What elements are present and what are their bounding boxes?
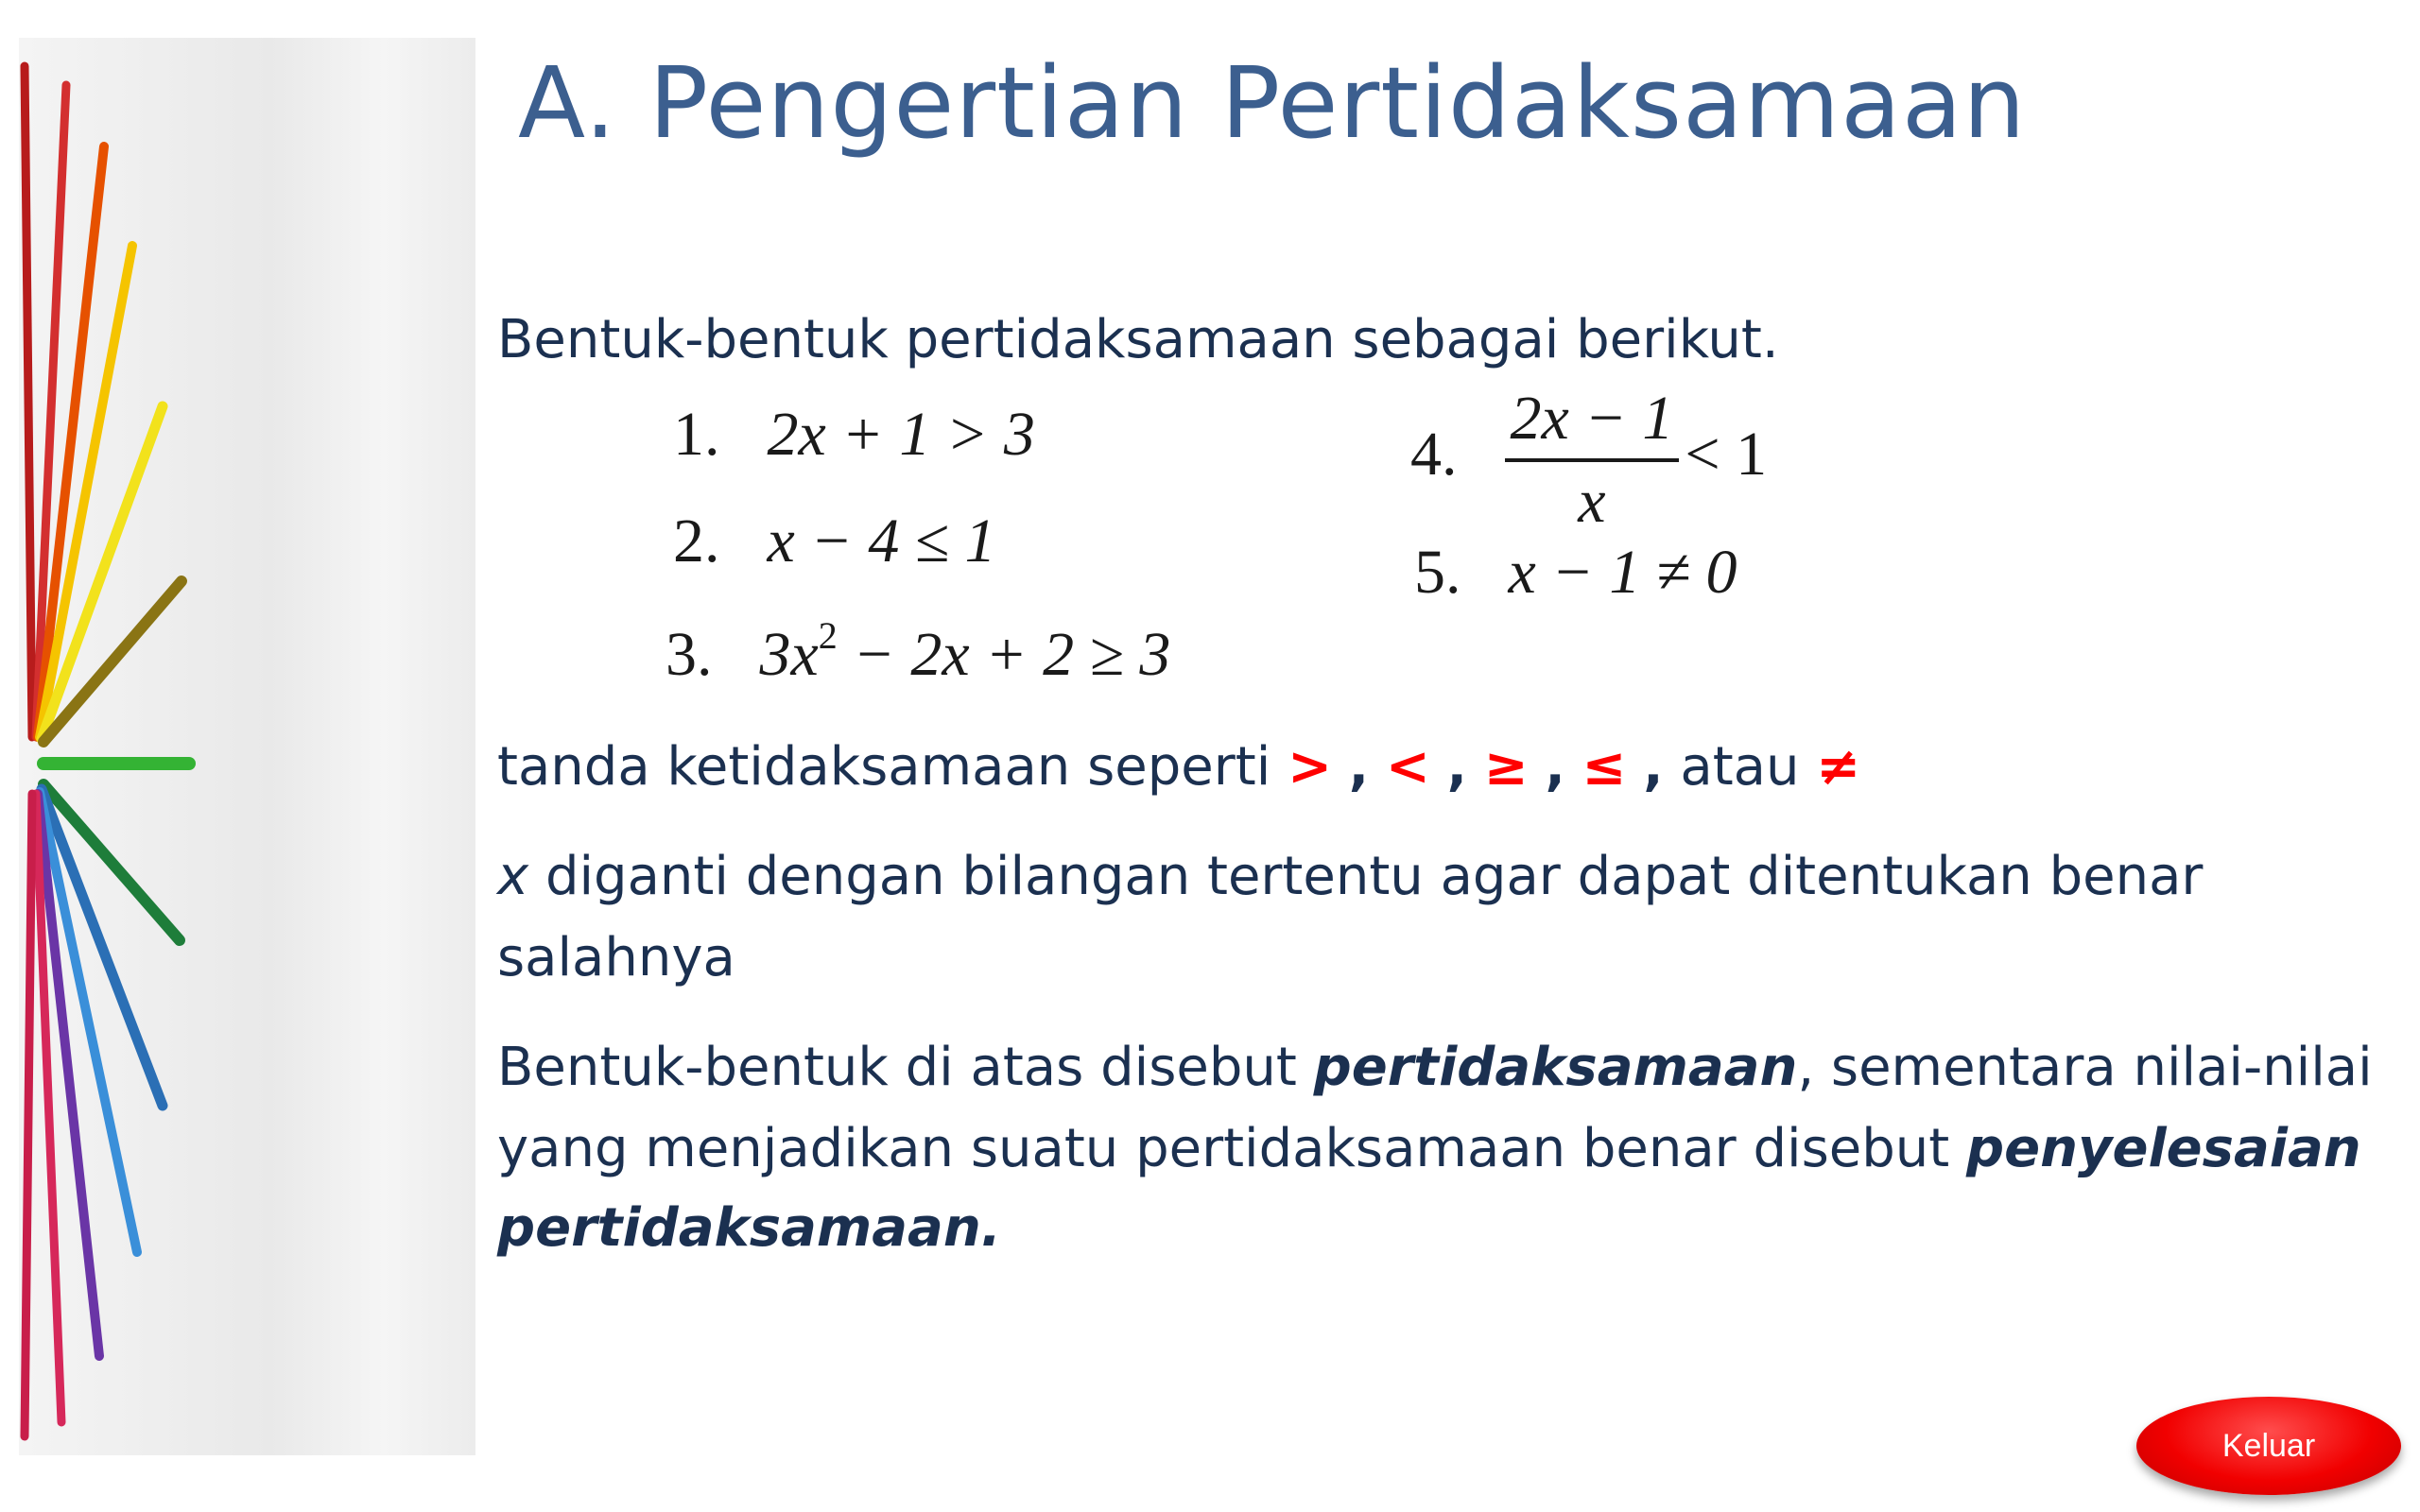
x-description <box>497 837 2203 917</box>
decorative-panel <box>19 38 475 1455</box>
signs-prefix: tanda ketidaksamaan seperti <box>497 736 1288 798</box>
pencil <box>42 789 163 1106</box>
expression-5 <box>1414 537 1737 609</box>
definition-line2 <box>497 1109 2361 1189</box>
expression-text: 3x <box>759 620 819 689</box>
expression-2 <box>673 506 996 577</box>
keluar-button[interactable]: Keluar <box>2136 1397 2401 1495</box>
comma: , <box>1545 736 1565 798</box>
expression-number: 2. <box>673 507 720 576</box>
fraction <box>1505 383 1680 538</box>
fraction-denominator: x <box>1578 467 1606 536</box>
expression-number: 5. <box>1414 538 1461 607</box>
comma: , <box>1643 736 1664 798</box>
term-penyelesaian: penyelesaian <box>1966 1118 2361 1179</box>
definition-text: Bentuk-bentuk di atas disebut <box>497 1037 1314 1098</box>
expression-3 <box>666 614 1171 691</box>
less-than-sign: < <box>1385 736 1430 798</box>
signs-line <box>497 728 1860 807</box>
expression-rhs: < 1 <box>1685 420 1768 490</box>
term-pertidaksamaan: pertidaksamaan <box>1313 1037 1798 1098</box>
expression-text: x − 4 ≤ 1 <box>767 507 996 576</box>
variable-x: x <box>497 846 529 907</box>
colored-pencils-image <box>19 38 475 1455</box>
x-description-text: diganti dengan bilangan tertentu agar dapat ditentukan benar <box>528 846 2204 907</box>
expression-number: 4. <box>1410 420 1458 490</box>
comma: , <box>1348 736 1370 798</box>
not-equal-sign: ≠ <box>1816 736 1861 798</box>
expression-text: 2x + 1 > 3 <box>767 400 1035 469</box>
definition-line1 <box>497 1028 2373 1108</box>
term-pertidaksamaan-final: pertidaksamaan. <box>497 1197 1001 1259</box>
expression-text: x − 1 ≠ 0 <box>1508 538 1737 607</box>
greater-than-sign: > <box>1288 736 1332 798</box>
comma: , <box>1446 736 1467 798</box>
pencil <box>25 794 32 1436</box>
intro-text: Bentuk-bentuk pertidaksamaan sebagai berikut. <box>497 309 1779 370</box>
expression-1 <box>673 399 1035 471</box>
atau-word: atau <box>1680 736 1800 798</box>
greater-equal-sign: ≥ <box>1483 736 1529 798</box>
pencil <box>25 66 32 737</box>
fraction-numerator: 2x − 1 <box>1505 383 1680 462</box>
definition-text: , sementara nilai-nilai <box>1797 1037 2373 1098</box>
exponent: 2 <box>818 614 838 657</box>
expression-text: − 2x + 2 ≥ 3 <box>837 620 1171 689</box>
definition-text: yang menjadikan suatu pertidaksamaan benar disebut <box>497 1118 1967 1179</box>
less-equal-sign: ≤ <box>1582 736 1627 798</box>
page-title: A. Pengertian Pertidaksamaan <box>518 45 2027 161</box>
x-description-line2: salahnya <box>497 927 735 988</box>
expression-number: 3. <box>666 620 713 689</box>
expression-number: 1. <box>673 400 720 469</box>
expression-4 <box>1410 383 1767 538</box>
